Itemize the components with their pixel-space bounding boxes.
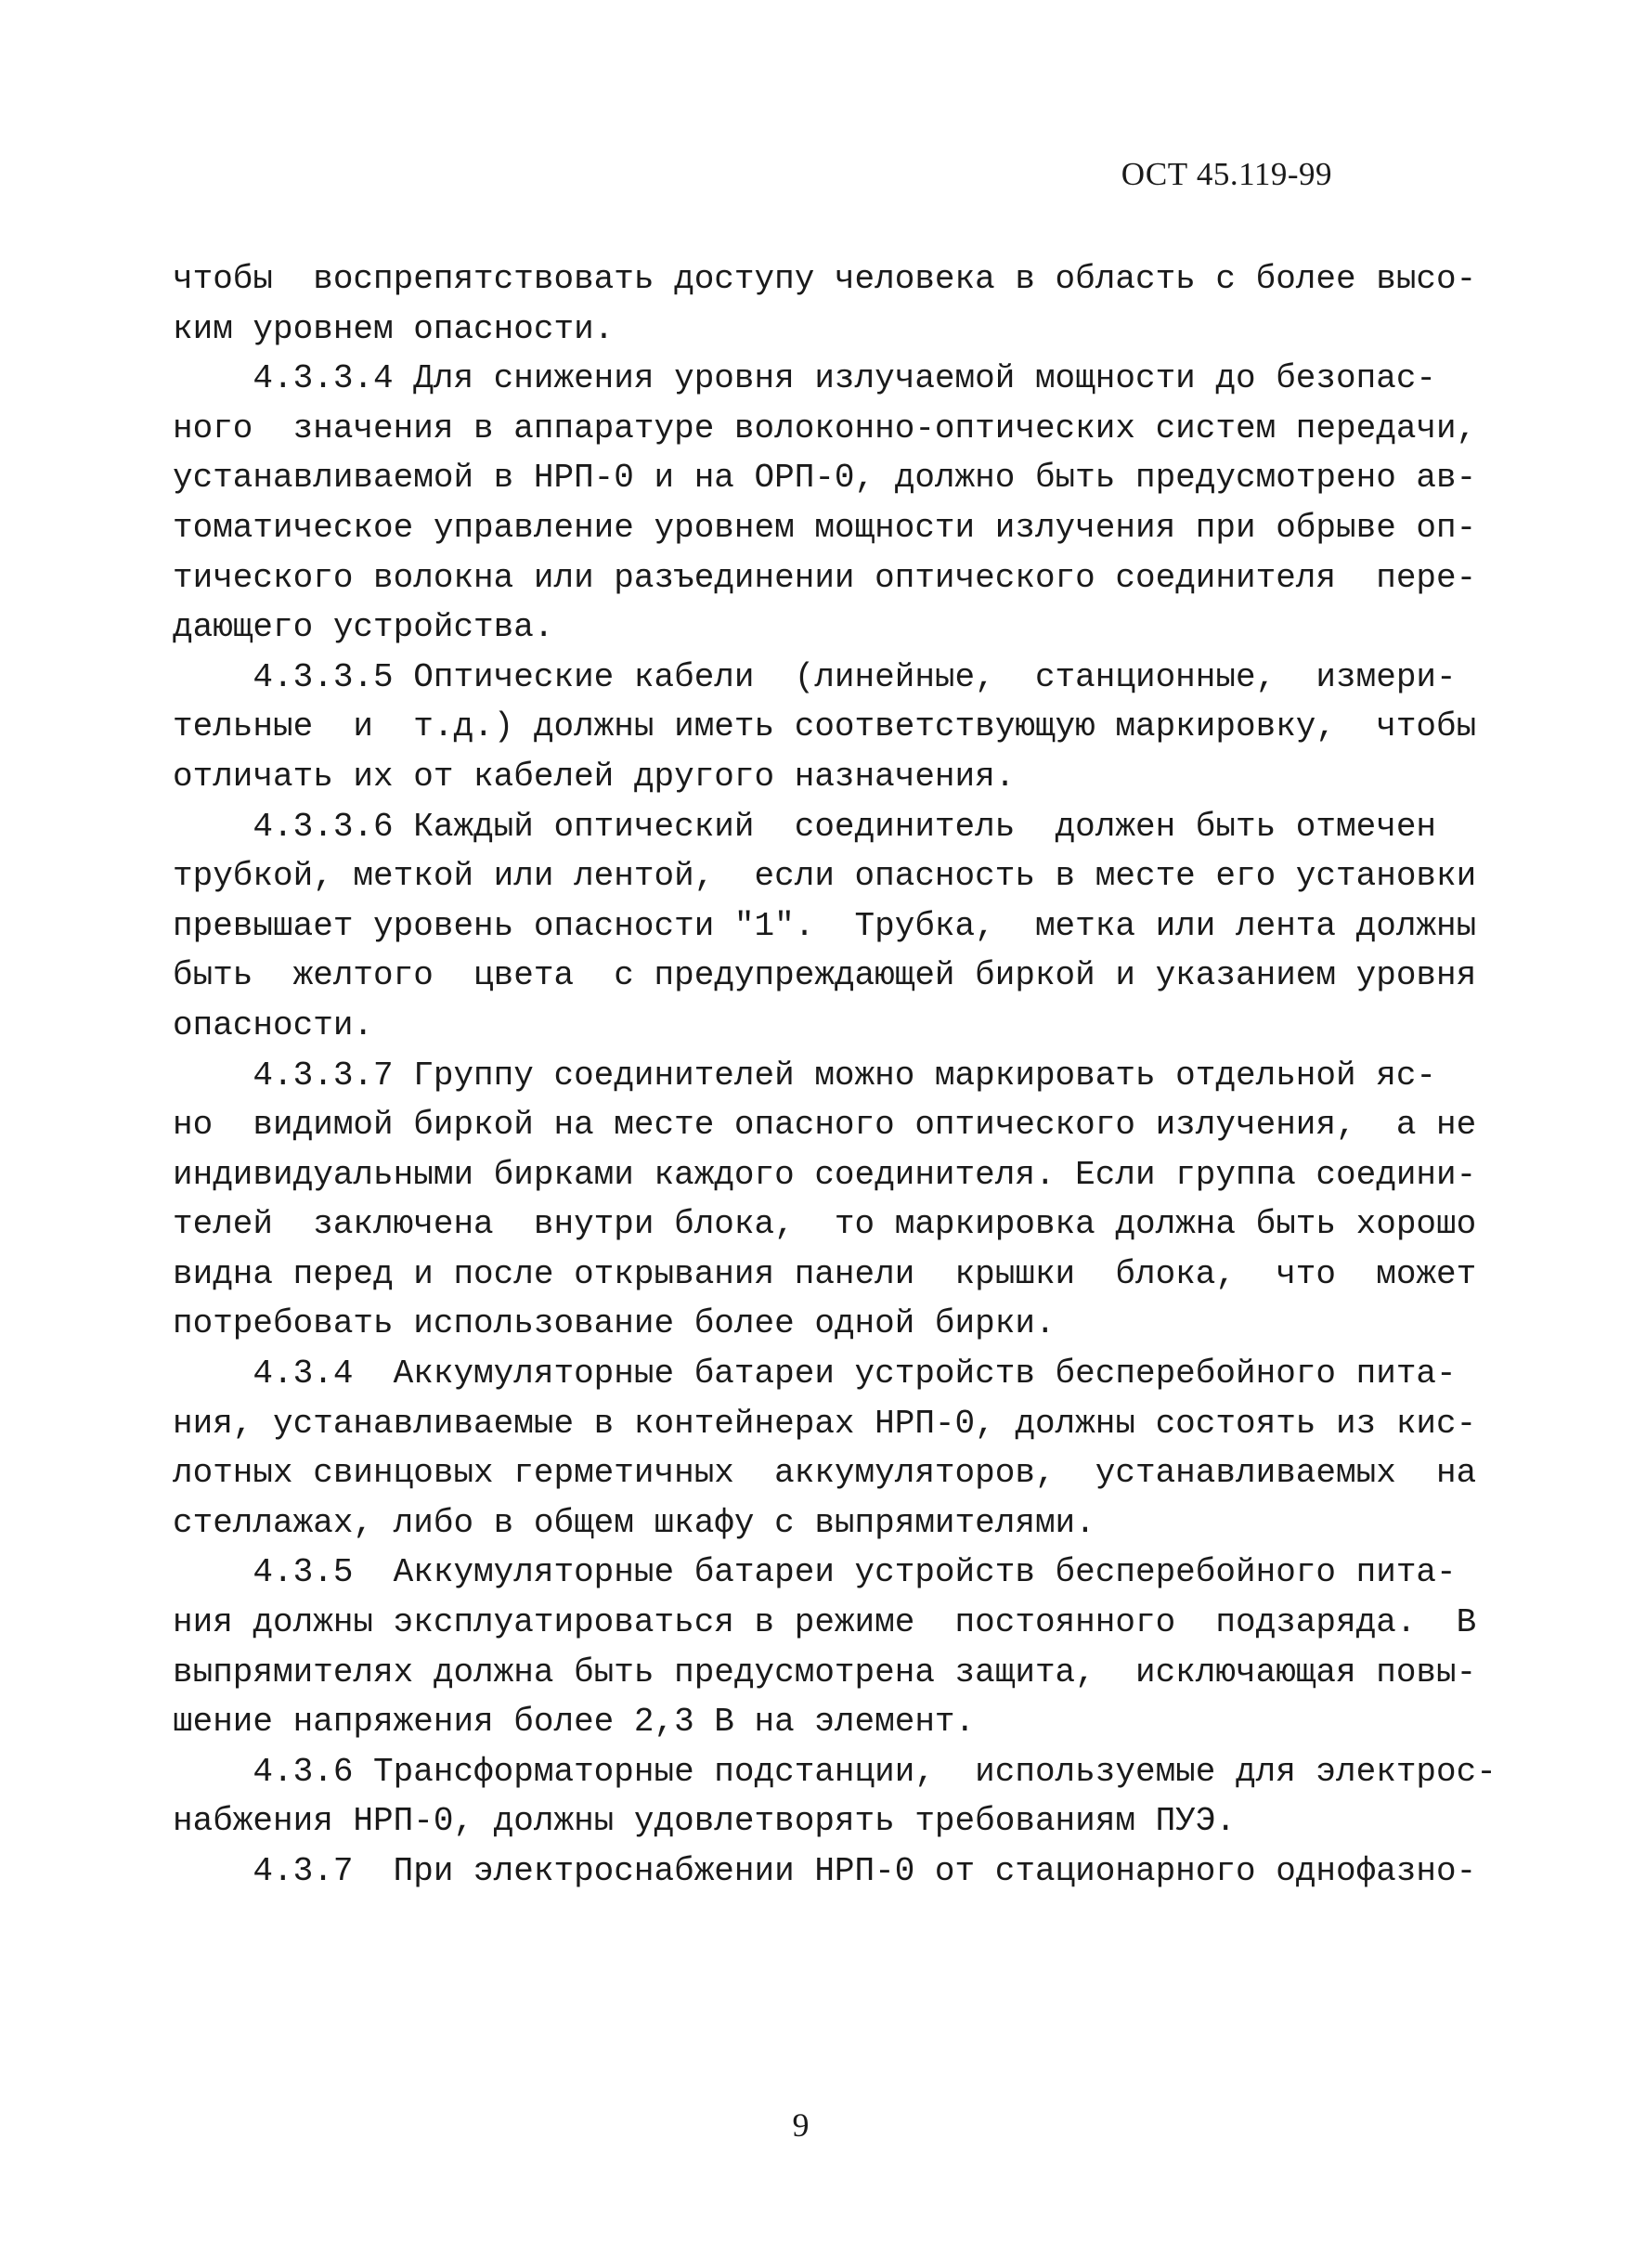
page-number: 9 (792, 2106, 810, 2144)
text-line: тического волокна или разъединении оптического соединителя пере- (173, 558, 1477, 597)
text-line: превышает уровень опасности "1". Трубка, метка или лента должны (173, 906, 1477, 945)
text-line: видна перед и после открывания панели крышки блока, что может (173, 1254, 1477, 1293)
text-line: устанавливаемой в НРП-0 и на ОРП-0, должно быть предусмотрено ав- (173, 459, 1477, 498)
text-line: 4.3.4 Аккумуляторные батареи устройств бесперебойного пита- (173, 1354, 1457, 1393)
text-line: отличать их от кабелей другого назначения. (173, 757, 1016, 796)
text-line: индивидуальными бирками каждого соединителя. Если группа соедини- (173, 1155, 1477, 1194)
text-line: 4.3.7 При электроснабжении НРП-0 от стационарного однофазно- (173, 1852, 1477, 1890)
text-line: шение напряжения более 2,3 В на элемент. (173, 1703, 976, 1742)
text-line: ного значения в аппаратуре волоконно-оптических систем передачи, (173, 408, 1477, 447)
text-line: телей заключена внутри блока, то маркировка должна быть хорошо (173, 1205, 1477, 1244)
text-line: дающего устройства. (173, 608, 554, 647)
text-line: лотных свинцовых герметичных аккумуляторов, устанавливаемых на (173, 1454, 1477, 1493)
text-line: выпрямителях должна быть предусмотрена защита, исключающая повы- (173, 1652, 1477, 1691)
text-line: томатическое управление уровнем мощности излучения при обрыве оп- (173, 508, 1477, 547)
document-code: ОСТ 45.119-99 (1121, 156, 1332, 192)
text-line: ким уровнем опасности. (173, 309, 615, 348)
text-line: стеллажах, либо в общем шкафу с выпрямителями. (173, 1503, 1095, 1542)
text-line: но видимой биркой на месте опасного оптического излучения, а не (173, 1106, 1477, 1145)
text-line: 4.3.3.4 Для снижения уровня излучаемой мощности до безопас- (173, 359, 1437, 398)
text-line: опасности. (173, 1005, 374, 1044)
text-line: 4.3.6 Трансформаторные подстанции, используемые для электрос- (173, 1752, 1497, 1791)
text-line: 4.3.3.6 Каждый оптический соединитель должен быть отмечен (173, 807, 1437, 846)
text-line: быть желтого цвета с предупреждающей биркой и указанием уровня (173, 956, 1477, 995)
body-text (173, 254, 1497, 1897)
text-line: 4.3.5 Аккумуляторные батареи устройств бесперебойного пита- (173, 1553, 1457, 1592)
text-line: ния, устанавливаемые в контейнерах НРП-0, должны состоять из кис- (173, 1404, 1477, 1443)
text-line: ния должны эксплуатироваться в режиме постоянного подзаряда. В (173, 1603, 1477, 1642)
text-line: трубкой, меткой или лентой, если опасность в месте его установки (173, 857, 1477, 896)
text-line: тельные и т.д.) должны иметь соответствующую маркировку, чтобы (173, 707, 1477, 746)
text-line: чтобы воспрепятствовать доступу человека в область с более высо- (173, 260, 1477, 298)
text-line: набжения НРП-0, должны удовлетворять требованиям ПУЭ. (173, 1802, 1236, 1841)
text-line: 4.3.3.7 Группу соединителей можно маркировать отдельной яс- (173, 1056, 1437, 1095)
text-line: потребовать использование более одной бирки. (173, 1304, 1056, 1343)
text-line: 4.3.3.5 Оптические кабели (линейные, станционные, измери- (173, 657, 1457, 696)
